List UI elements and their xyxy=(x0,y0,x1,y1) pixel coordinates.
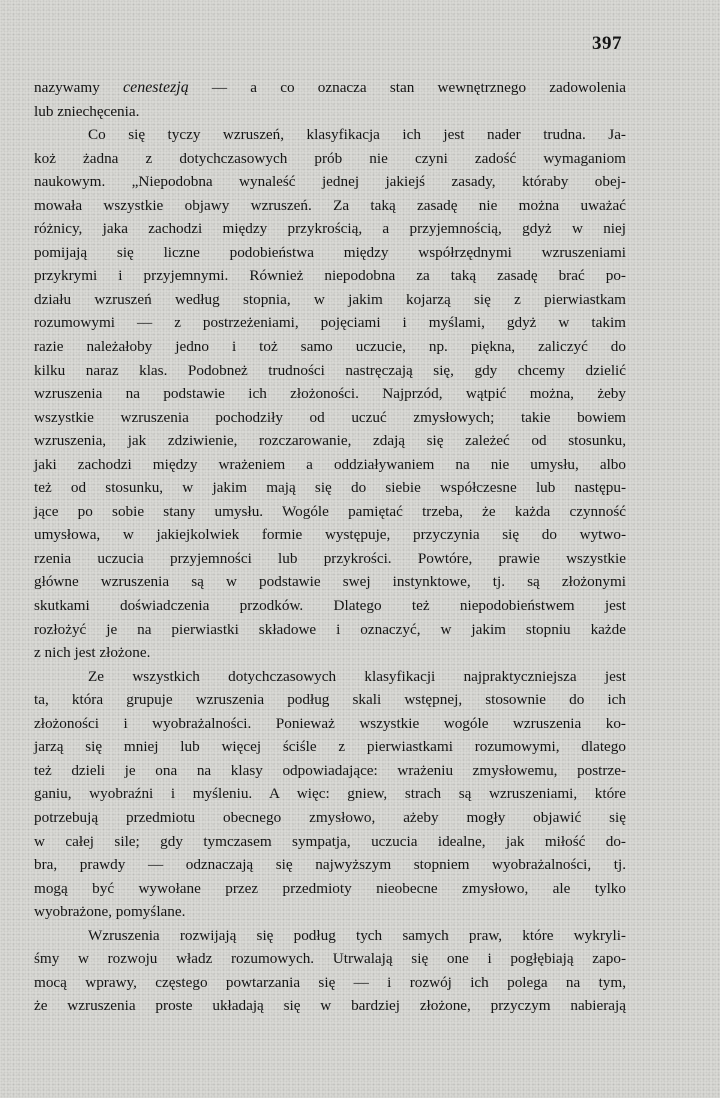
text-line: bra, prawdy — odznaczają się najwyższym stopniem wyobrażalności, tj. xyxy=(34,856,626,874)
text-line: mogą być wywołane przez przedmioty nieobecne zmysłowo, ale tylko xyxy=(34,879,626,897)
text-segment: — a co oznacza stan wewnętrznego zadowolenia xyxy=(188,79,626,96)
italic-term: cenestezją xyxy=(122,79,189,96)
text-line: Wzruszenia rozwijają się podług tych samych praw, które wykryli- xyxy=(88,926,626,944)
text-line: główne wzruszenia są w podstawie swej instynktowe, tj. są złożonymi xyxy=(34,573,626,591)
body-text xyxy=(34,76,626,1018)
text-line: ta, która grupuje wzruszenia podług skali wstępnej, stosownie do ich xyxy=(34,691,626,709)
text-line: ganiu, wyobraźni i myśleniu. A więc: gniew, strach są wzruszeniami, które xyxy=(34,785,626,803)
text-line: śmy w rozwoju władz rozumowych. Utrwalają się one i pogłębiają zapo- xyxy=(34,950,626,968)
text-line: jaki zachodzi między wrażeniem a oddziaływaniem na nie umysłu, albo xyxy=(34,455,626,473)
text-line: lub zniechęcenia. xyxy=(34,102,140,120)
text-line: wszystkie wzruszenia pochodziły od uczuć zmysłowych; takie bowiem xyxy=(34,408,626,426)
text-line: mocą wprawy, częstego powtarzania się — i rozwój ich polega na tym, xyxy=(34,973,626,991)
text-line xyxy=(34,76,626,100)
text-line: też od stosunku, w jakim mają się do siebie współczesne lub następu- xyxy=(34,479,626,497)
text-line: różnicy, jaka zachodzi między przykrością, a przyjemnością, gdyż w niej xyxy=(34,220,626,238)
text-line: potrzebują przedmiotu obecnego zmysłowo, ażeby mogły objawić się xyxy=(34,808,626,826)
text-line: rzenia uczucia przyjemności lub przykrości. Powtóre, prawie wszystkie xyxy=(34,549,626,567)
text-line: rozumowymi — z postrzeżeniami, pojęciami i myślami, gdyż w takim xyxy=(34,314,626,332)
text-line: wzruszenia na podstawie ich złożoności. Najprzód, wątpić można, żeby xyxy=(34,385,626,403)
text-line: w całej sile; gdy tymczasem sympatja, uczucia idealne, jak miłość do- xyxy=(34,832,626,850)
text-line: umysłowa, w jakiejkolwiek formie występuje, przyczynia się do wytwo- xyxy=(34,526,626,544)
text-line: złożoności i wyobrażalności. Ponieważ wszystkie wogóle wzruszenia ko- xyxy=(34,714,626,732)
text-line: jarzą się mniej lub więcej ściśle z pierwiastkami rozumowymi, dlatego xyxy=(34,738,626,756)
text-line: przykrymi i przyjemnymi. Również niepodobna za taką zasadę brać po- xyxy=(34,267,626,285)
text-line: Ze wszystkich dotychczasowych klasyfikacji najpraktyczniejsza jest xyxy=(88,667,626,685)
text-line: działu wzruszeń według stopnia, w jakim kojarzą się z pierwiastkam xyxy=(34,290,626,308)
text-line: rozłożyć je na pierwiastki składowe i oznaczyć, w jakim stopniu każde xyxy=(34,620,626,638)
text-segment: nazywamy xyxy=(34,79,123,96)
text-line: koż żadna z dotychczasowych prób nie czyni zadość wymaganiom xyxy=(34,149,626,167)
text-line: że wzruszenia proste układają się w bardziej złożone, przyczym nabierają xyxy=(34,997,626,1015)
text-line: mowała wszystkie objawy wzruszeń. Za taką zasadę nie można uważać xyxy=(34,196,626,214)
text-line: wyobrażone, pomyślane. xyxy=(34,903,186,921)
text-line: wzruszenia, jak zdziwienie, rozczarowanie, zdają się zależeć od stosunku, xyxy=(34,432,626,450)
text-line: też dzieli je ona na klasy odpowiadające: wrażeniu zmysłowemu, postrze- xyxy=(34,761,626,779)
page-number: 397 xyxy=(592,33,622,54)
text-line: z nich jest złożone. xyxy=(34,644,151,662)
text-line: skutkami doświadczenia przodków. Dlatego też niepodobieństwem jest xyxy=(34,597,626,615)
text-line: Co się tyczy wzruszeń, klasyfikacja ich jest nader trudna. Ja- xyxy=(88,126,626,144)
text-line: jące po sobie stany umysłu. Wogóle pamiętać trzeba, że każda czynność xyxy=(34,502,626,520)
text-line: naukowym. „Niepodobna wynaleść jednej jakiejś zasady, któraby obej- xyxy=(34,173,626,191)
text-line: pomijają się liczne podobieństwa między współrzędnymi wzruszeniami xyxy=(34,243,626,261)
text-line: razie należałoby jedno i toż samo uczucie, np. piękna, zaliczyć do xyxy=(34,338,626,356)
text-line: kilku naraz klas. Podobneż trudności nastręczają się, gdy chcemy dzielić xyxy=(34,361,626,379)
